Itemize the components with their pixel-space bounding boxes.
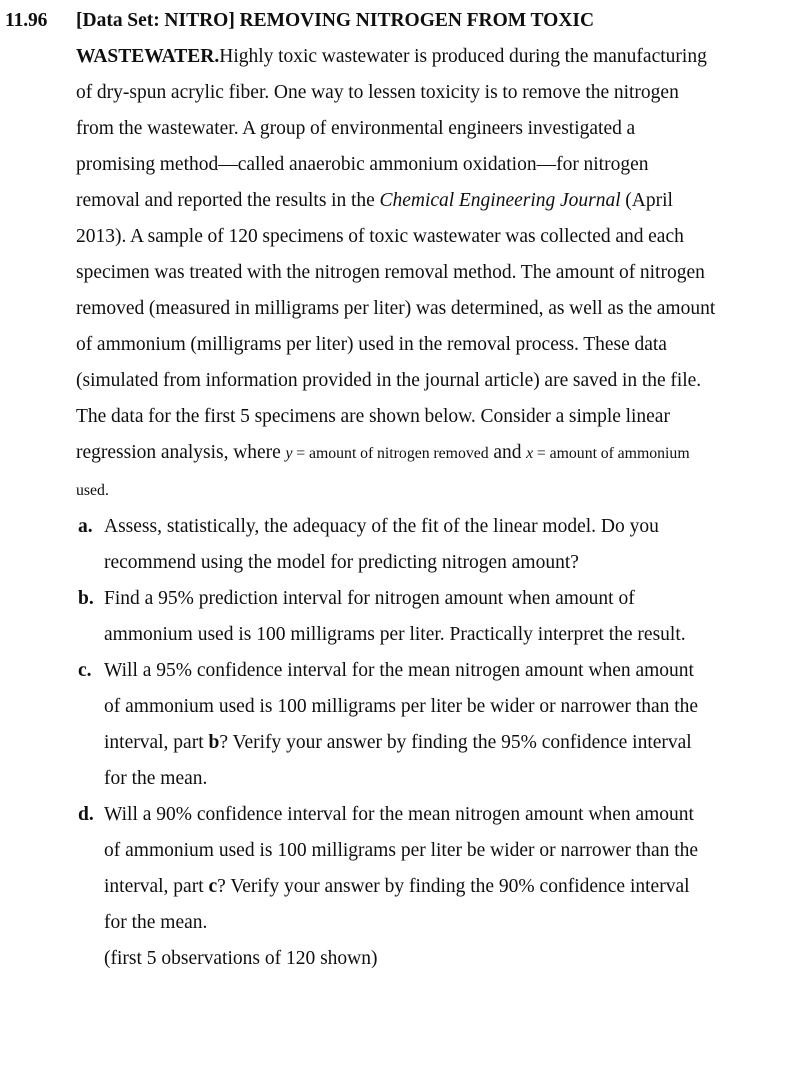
part-c-text-before: Will a 95% confidence interval for the mean nitrogen amount when amount of ammonium used is 100 milligrams per liter be wider or narrower than the interval, part (104, 660, 699, 753)
exercise-part-b (78, 581, 710, 653)
part-text-a (104, 509, 710, 581)
part-a-text-before: Assess, statistically, the adequacy of the fit of the linear model. Do you recommend using the model for predicting nitrogen amount? (104, 516, 659, 573)
part-label-d: d. (78, 804, 94, 825)
x-equals-sign: = (533, 445, 550, 462)
part-text-c (104, 653, 710, 797)
exercise-body (76, 3, 716, 509)
exercise-title: REMOVING NITROGEN FROM TOXIC WASTEWATER. (76, 10, 595, 67)
part-text-d (104, 797, 710, 941)
part-d-text-after: ? Verify your answer by finding the 90% confidence interval for the mean. (104, 876, 690, 933)
part-label-b: b. (78, 588, 94, 609)
part-label-a: a. (78, 516, 93, 537)
x-variable-symbol: x (526, 445, 534, 462)
exercise-part-d (78, 797, 710, 941)
exercise-paragraph-second: (April 2013). A sample of 120 specimens of toxic wastewater was collected and each specimen was treated with the nitrogen removal method. The amount of nitrogen removed (measured in milligrams per liter) was determined, as well as the amount of ammonium (milligrams per liter) used in the removal process. These data (simulated from information provided in the journal article) are saved in the file. The data for the first 5 specimens are shown below. Consider a simple linear regression analysis, where (76, 190, 716, 463)
y-variable-definition: amount of nitrogen removed (308, 445, 489, 462)
exercise-parts-list (0, 509, 790, 941)
observations-note: (first 5 observations of 120 shown) (104, 948, 378, 969)
x-variable-definition: amount of ammonium used (76, 445, 690, 499)
sentence-period: . (104, 482, 109, 499)
exercise-number: 11.96 (5, 10, 48, 31)
journal-name: Chemical Engineering Journal (379, 190, 621, 211)
dataset-tag: [Data Set: NITRO] (76, 10, 235, 31)
variables-conjunction: and (488, 442, 527, 463)
part-b-text-before: Find a 95% prediction interval for nitrogen amount when amount of ammonium used is 100 milligrams per liter. Practically interpret the result. (104, 588, 686, 645)
part-label-c: c. (78, 660, 92, 681)
part-c-bold-reference: b (208, 732, 220, 753)
exercise-paragraph-first: Highly toxic wastewater is produced during the manufacturing of dry-spun acrylic fiber. One way to lessen toxicity is to remove the nitrogen from the wastewater. A group of environmental engineers investigated a promising method—called anaerobic ammonium oxidation—for nitrogen removal and reported the results in the (76, 46, 707, 211)
exercise-block (0, 3, 790, 977)
part-c-text-after: ? Verify your answer by finding the 95% confidence interval for the mean. (104, 732, 692, 789)
part-d-text-before: Will a 90% confidence interval for the mean nitrogen amount when amount of ammonium used is 100 milligrams per liter be wider or narrower than the interval, part (104, 804, 699, 897)
exercise-part-a (78, 509, 710, 581)
y-variable-symbol: y (285, 445, 293, 462)
part-text-b (104, 581, 710, 653)
exercise-part-c (78, 653, 710, 797)
y-equals-sign: = (292, 445, 309, 462)
part-d-bold-reference: c (208, 876, 218, 897)
